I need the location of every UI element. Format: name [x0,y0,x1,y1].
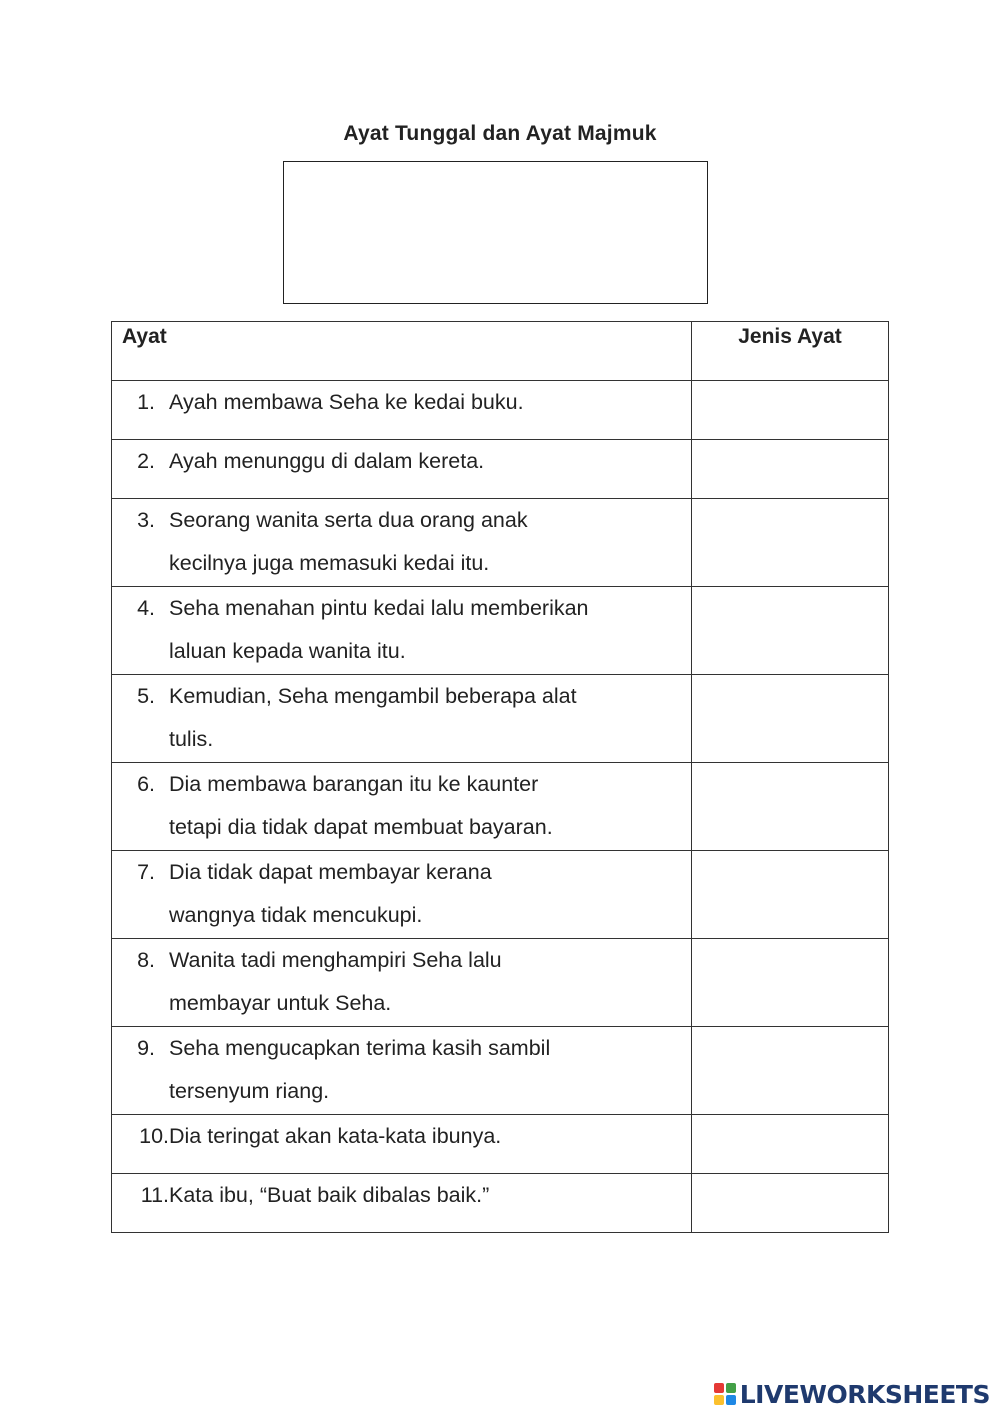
sentence-line: Seorang wanita serta dua orang anak [169,508,528,532]
logo-square [726,1383,736,1393]
item-number: 4. [137,596,155,620]
list-item [112,939,691,1025]
sentence-text [169,1174,691,1217]
jenis-ayat-answer-cell[interactable] [692,499,889,587]
jenis-ayat-answer-cell[interactable] [692,763,889,851]
logo-square [726,1395,736,1405]
liveworksheets-watermark [714,1379,990,1409]
sentence-line: Seha mengucapkan terima kasih sambil [169,1036,551,1060]
sentence-line: tulis. [169,727,214,751]
liveworksheets-logo-icon [714,1383,736,1405]
sentence-cell [112,381,692,440]
table-row [112,939,889,1027]
image-placeholder-box [283,161,708,304]
sentence-line: tetapi dia tidak dapat membuat bayaran. [169,815,553,839]
table-header-row [112,322,889,381]
table-row [112,499,889,587]
sentence-text [169,440,691,483]
table-row [112,1174,889,1233]
jenis-ayat-answer-cell[interactable] [692,1115,889,1174]
item-number: 1. [137,390,155,414]
list-item [112,763,691,849]
sentence-cell [112,939,692,1027]
list-item [112,675,691,761]
sentence-text [169,499,691,585]
sentence-line: Ayah menunggu di dalam kereta. [169,449,485,473]
item-number: 10. [139,1124,169,1148]
table-row [112,675,889,763]
sentence-cell [112,440,692,499]
sentence-text [169,587,691,673]
logo-square [714,1395,724,1405]
sentence-line: membayar untuk Seha. [169,991,392,1015]
sentence-line: kecilnya juga memasuki kedai itu. [169,551,490,575]
sentence-line: Wanita tadi menghampiri Seha lalu [169,948,502,972]
sentence-line: Ayah membawa Seha ke kedai buku. [169,390,524,414]
sentence-text [169,939,691,1025]
sentence-cell [112,1027,692,1115]
jenis-ayat-answer-cell[interactable] [692,1174,889,1233]
sentence-line: Dia tidak dapat membayar kerana [169,860,492,884]
list-item [112,587,691,673]
jenis-ayat-answer-cell[interactable] [692,440,889,499]
list-item [112,851,691,937]
table-row [112,1115,889,1174]
sentence-cell [112,851,692,939]
sentence-line: wangnya tidak mencukupi. [169,903,423,927]
table-row [112,1027,889,1115]
jenis-ayat-answer-cell[interactable] [692,939,889,1027]
item-number: 7. [137,860,155,884]
sentence-cell [112,763,692,851]
sentence-line: Dia teringat akan kata-kata ibunya. [169,1124,502,1148]
sentence-line: laluan kepada wanita itu. [169,639,406,663]
table-body [112,381,889,1233]
list-item [112,1027,691,1113]
item-number: 2. [137,449,155,473]
logo-square [714,1383,724,1393]
item-number: 5. [137,684,155,708]
item-number: 6. [137,772,155,796]
worksheet-title: Ayat Tunggal dan Ayat Majmuk [343,122,657,145]
sentence-cell [112,499,692,587]
sentence-line: tersenyum riang. [169,1079,330,1103]
jenis-ayat-answer-cell[interactable] [692,1027,889,1115]
sentence-table [111,321,889,1233]
sentence-cell [112,1115,692,1174]
list-item [112,1115,691,1158]
sentence-text [169,1115,691,1158]
sentence-text [169,1027,691,1113]
item-number: 9. [137,1036,155,1060]
header-ayat: Ayat [112,322,692,381]
table-row [112,440,889,499]
sentence-line: Seha menahan pintu kedai lalu memberikan [169,596,589,620]
sentence-line: Kemudian, Seha mengambil beberapa alat [169,684,577,708]
sentence-line: Dia membawa barangan itu ke kaunter [169,772,539,796]
list-item [112,440,691,483]
jenis-ayat-answer-cell[interactable] [692,851,889,939]
sentence-line: Kata ibu, “Buat baik dibalas baik.” [169,1183,490,1207]
sentence-text [169,381,691,424]
item-number: 8. [137,948,155,972]
table-row [112,851,889,939]
jenis-ayat-answer-cell[interactable] [692,675,889,763]
item-number: 3. [137,508,155,532]
sentence-text [169,851,691,937]
jenis-ayat-answer-cell[interactable] [692,381,889,440]
sentence-cell [112,587,692,675]
sentence-text [169,675,691,761]
table-row [112,381,889,440]
list-item [112,381,691,424]
jenis-ayat-answer-cell[interactable] [692,587,889,675]
sentence-cell [112,675,692,763]
sentence-cell [112,1174,692,1233]
watermark-text: LIVEWORKSHEETS [739,1379,990,1409]
header-jenis-ayat: Jenis Ayat [692,322,889,381]
item-number: 11. [140,1183,169,1207]
list-item [112,1174,691,1217]
sentence-text [169,763,691,849]
table-row [112,587,889,675]
list-item [112,499,691,585]
table-row [112,763,889,851]
